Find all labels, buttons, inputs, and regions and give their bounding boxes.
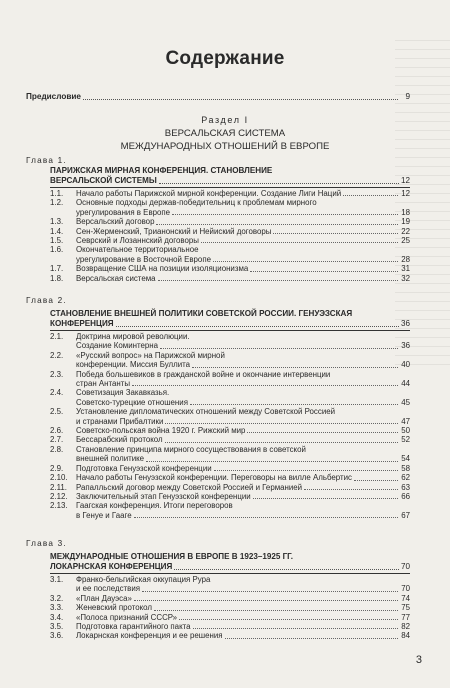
entry-line	[76, 631, 410, 640]
entry-text: Подготовка Генуэзской конференции	[76, 463, 212, 473]
dot-leader	[201, 242, 398, 243]
dot-leader	[214, 470, 398, 471]
dot-leader	[343, 195, 398, 196]
entry-line	[76, 398, 410, 407]
entry-line	[76, 417, 410, 426]
entry-line	[76, 492, 410, 501]
entry-text: Окончательное территориальное	[76, 245, 199, 255]
entry-number: 3.6.	[50, 631, 64, 641]
entry-text: Установление дипломатических отношений между Советской Россией	[76, 407, 336, 417]
entry-body	[76, 622, 410, 631]
entry-line	[76, 351, 410, 360]
entry-text: Гаагская конференция. Итоги переговоров	[76, 501, 233, 511]
chapter-2-entries	[50, 332, 410, 520]
entry-line	[76, 622, 410, 631]
entry-page: 40	[401, 360, 410, 370]
toc-entry[interactable]	[50, 189, 410, 198]
entry-text: Советско-польская война 1920 г. Рижский мир	[76, 426, 246, 436]
toc-entry[interactable]	[50, 407, 410, 426]
entry-text: стран Антанты	[76, 379, 131, 389]
entry-text: Бессарабский протокол	[76, 435, 163, 445]
entry-text: Основные подходы держав-победительниц к проблемам мирного	[76, 198, 317, 208]
chapter-page: 12	[400, 176, 410, 185]
toc-entry[interactable]	[50, 613, 410, 622]
entry-line	[76, 370, 410, 379]
entry-line	[76, 584, 410, 593]
chapter-rule	[50, 330, 410, 331]
dot-leader	[134, 517, 398, 518]
entry-text: Советско-турецкие отношения	[76, 397, 188, 407]
entry-text: урегулирования в Европе	[76, 207, 171, 217]
toc-entry[interactable]	[50, 483, 410, 492]
entry-number: 2.10.	[50, 473, 68, 483]
toc-entry[interactable]	[50, 622, 410, 631]
entry-text: Создание Коминтерна	[76, 341, 159, 351]
entry-text: Советизация Закавказья.	[76, 388, 170, 398]
toc-entry[interactable]	[50, 388, 410, 407]
toc-entry[interactable]	[50, 473, 410, 482]
dot-leader	[165, 423, 398, 424]
entry-line	[76, 236, 410, 245]
entry-page: 47	[401, 416, 410, 426]
entry-line	[76, 445, 410, 454]
entry-line	[76, 189, 410, 198]
chapter-page: 70	[400, 562, 410, 571]
toc-entry[interactable]	[50, 575, 410, 594]
entry-text: Заключительный этап Генуэзской конференции	[76, 491, 251, 501]
entry-body	[76, 435, 410, 444]
entry-number: 2.4.	[50, 388, 64, 398]
dot-leader	[250, 271, 398, 272]
entry-body	[76, 370, 410, 389]
dot-leader	[190, 404, 398, 405]
preface-label: Предисловие	[26, 92, 81, 101]
entry-page: 74	[401, 593, 410, 603]
entry-line	[76, 217, 410, 226]
entry-page: 70	[401, 584, 410, 594]
toc-entry[interactable]	[50, 501, 410, 520]
dot-leader	[160, 348, 398, 349]
entry-text: и странами Прибалтики	[76, 416, 164, 426]
entry-body	[76, 388, 410, 407]
entry-line	[76, 454, 410, 463]
entry-text: внешней политике	[76, 454, 145, 464]
dot-leader	[213, 261, 398, 262]
entry-page: 28	[401, 254, 410, 264]
page-number: 3	[415, 654, 422, 666]
page-title: Содержание	[165, 48, 285, 69]
chapter-title-line: СТАНОВЛЕНИЕ ВНЕШНЕЙ ПОЛИТИКИ СОВЕТСКОЙ РОССИИ. ГЕНУЭЗСКАЯ	[50, 309, 353, 318]
dot-leader	[158, 280, 398, 281]
toc-entry[interactable]	[50, 274, 410, 283]
toc-entry[interactable]	[50, 603, 410, 612]
entry-line	[76, 227, 410, 236]
entry-number: 2.3.	[50, 369, 64, 379]
dot-leader	[304, 489, 398, 490]
dot-leader	[179, 619, 398, 620]
entry-text: Начало работы Парижской мирной конференции. Создание Лиги Наций	[76, 189, 342, 198]
entry-body	[76, 483, 410, 492]
entry-text: Доктрина мировой революции.	[76, 332, 190, 341]
entry-text: Франко-бельгийская оккупация Рура	[76, 575, 211, 584]
entry-line	[76, 603, 410, 612]
entry-line	[76, 360, 410, 369]
entry-text: урегулирование в Восточной Европе	[76, 254, 211, 264]
dot-leader	[165, 442, 398, 443]
toc-entry[interactable]	[50, 492, 410, 501]
entry-number: 1.6.	[50, 245, 64, 255]
entry-line	[76, 208, 410, 217]
entry-page: 50	[401, 426, 410, 436]
entry-number: 1.5.	[50, 236, 64, 246]
dot-leader	[83, 99, 398, 100]
entry-text: Победа большевиков в гражданской войне и окончание интервенции	[76, 369, 331, 379]
entry-line	[76, 483, 410, 492]
section-heading	[0, 114, 450, 153]
entry-body	[76, 575, 410, 594]
entry-line	[76, 379, 410, 388]
entry-body	[76, 613, 410, 622]
entry-page: 66	[401, 491, 410, 501]
toc-entry[interactable]	[50, 351, 410, 370]
chapter-1-title[interactable]	[50, 166, 410, 186]
toc-entry[interactable]	[50, 426, 410, 435]
entry-text: Севрский и Лозаннский договоры	[76, 236, 199, 246]
entry-text: Сен-Жерменский, Трианонский и Нейиский договоры	[76, 226, 272, 236]
entry-page: 18	[401, 207, 410, 217]
dot-leader	[247, 432, 398, 433]
entry-text: «План Дауэса»	[76, 593, 132, 603]
entry-body	[76, 603, 410, 612]
entry-line	[76, 594, 410, 603]
entry-number: 1.3.	[50, 217, 64, 227]
entry-number: 2.9.	[50, 463, 64, 473]
entry-page: 77	[401, 612, 410, 622]
entry-number: 2.1.	[50, 332, 64, 341]
entry-line	[76, 464, 410, 473]
chapter-1-label: Глава 1.	[26, 156, 67, 165]
entry-body	[76, 464, 410, 473]
entry-page: 84	[401, 631, 410, 641]
entry-text: в Генуе и Гааге	[76, 510, 132, 520]
toc-entry[interactable]	[50, 245, 410, 264]
entry-line	[76, 501, 410, 510]
dot-leader	[172, 214, 398, 215]
entry-body	[76, 189, 410, 198]
entry-line	[76, 341, 410, 350]
entry-text: конференции. Миссия Буллита	[76, 360, 191, 370]
entry-body	[76, 332, 410, 351]
entry-number: 3.2.	[50, 593, 64, 603]
section-title-line2: МЕЖДУНАРОДНЫХ ОТНОШЕНИЙ В ЕВРОПЕ	[120, 141, 330, 152]
toc-entry[interactable]	[50, 435, 410, 444]
entry-text: Становление принципа мирного сосуществования в советской	[76, 444, 306, 454]
entry-number: 2.6.	[50, 426, 64, 436]
entry-line	[76, 245, 410, 254]
chapter-3-title[interactable]	[50, 552, 410, 572]
dot-leader	[134, 600, 398, 601]
entry-page: 25	[401, 236, 410, 246]
chapter-rule	[50, 573, 410, 574]
entry-line	[76, 274, 410, 283]
entry-line	[76, 613, 410, 622]
entry-line	[76, 388, 410, 397]
entry-line	[76, 407, 410, 416]
dot-leader	[146, 461, 398, 462]
entry-number: 2.8.	[50, 444, 64, 454]
dot-leader	[154, 610, 398, 611]
entry-number: 1.4.	[50, 226, 64, 236]
entry-text: Подготовка гарантийного пакта	[76, 622, 191, 632]
dot-leader	[156, 224, 398, 225]
toc-entry[interactable]	[50, 227, 410, 236]
entry-page: 52	[401, 435, 410, 445]
entry-line	[76, 198, 410, 207]
entry-number: 2.7.	[50, 435, 64, 445]
entry-text: «Полоса признаний СССР»	[76, 612, 177, 622]
entry-line	[76, 575, 410, 584]
entry-line	[76, 332, 410, 341]
entry-text: Версальская система	[76, 273, 156, 283]
toc-entry[interactable]	[50, 217, 410, 226]
chapter-rule	[50, 187, 410, 188]
entry-body	[76, 227, 410, 236]
entry-page: 31	[401, 264, 410, 274]
entry-page: 32	[401, 273, 410, 283]
entry-body	[76, 594, 410, 603]
entry-text: Женевский протокол	[76, 603, 152, 613]
chapter-3-entries	[50, 575, 410, 641]
entry-body	[76, 264, 410, 273]
entry-number: 3.1.	[50, 575, 64, 584]
entry-body	[76, 351, 410, 370]
toc-entry[interactable]	[50, 236, 410, 245]
entry-number: 2.2.	[50, 350, 64, 360]
entry-text: Рапалльский договор между Советской Россией и Германией	[76, 482, 303, 492]
entry-number: 2.11.	[50, 482, 67, 492]
dot-leader	[253, 498, 398, 499]
dot-leader	[273, 233, 398, 234]
entry-page: 82	[401, 622, 410, 632]
toc-entry[interactable]	[50, 445, 410, 464]
entry-text: Версальский договор	[76, 217, 155, 227]
entry-text: и ее последствия	[76, 584, 141, 594]
entry-number: 1.2.	[50, 198, 64, 208]
entry-number: 1.7.	[50, 264, 64, 274]
entry-body	[76, 217, 410, 226]
dot-leader	[132, 385, 398, 386]
entry-line	[76, 255, 410, 264]
entry-text: Возвращение США на позиции изоляционизма	[76, 264, 249, 274]
entry-page: 12	[401, 189, 410, 198]
entry-number: 1.8.	[50, 273, 64, 283]
entry-page: 36	[401, 341, 410, 351]
entry-number: 3.3.	[50, 603, 64, 613]
entry-body	[76, 631, 410, 640]
entry-body	[76, 426, 410, 435]
entry-line	[76, 435, 410, 444]
entry-page: 44	[401, 379, 410, 389]
chapter-title-line: ПАРИЖСКАЯ МИРНАЯ КОНФЕРЕНЦИЯ. СТАНОВЛЕНИЕ	[50, 166, 273, 175]
dot-leader	[174, 569, 399, 570]
entry-text: «Русский вопрос» на Парижской мирной	[76, 350, 225, 360]
entry-page: 75	[401, 603, 410, 613]
dot-leader	[354, 480, 398, 481]
entry-page: 58	[401, 463, 410, 473]
entry-page: 45	[401, 397, 410, 407]
dot-leader	[225, 638, 398, 639]
entry-text: Локарнская конференция и ее решения	[76, 631, 223, 641]
chapter-title-line: ВЕРСАЛЬСКОЙ СИСТЕМЫ	[50, 176, 157, 185]
entry-body	[76, 492, 410, 501]
entry-body	[76, 274, 410, 283]
entry-line	[76, 511, 410, 520]
chapter-title-line: КОНФЕРЕНЦИЯ	[50, 319, 114, 328]
entry-body	[76, 501, 410, 520]
toc-entry[interactable]	[50, 464, 410, 473]
entry-body	[76, 245, 410, 264]
entry-page: 62	[401, 473, 410, 483]
chapter-title-line: ЛОКАРНСКАЯ КОНФЕРЕНЦИЯ	[50, 562, 173, 571]
entry-body	[76, 473, 410, 482]
entry-body	[76, 407, 410, 426]
entry-number: 2.5.	[50, 407, 64, 417]
entry-number: 3.4.	[50, 612, 64, 622]
entry-number: 2.13.	[50, 501, 68, 511]
toc-entry[interactable]	[50, 631, 410, 640]
entry-line	[76, 264, 410, 273]
entry-number: 3.5.	[50, 622, 64, 632]
dot-leader	[193, 628, 398, 629]
dot-leader	[116, 326, 399, 327]
chapter-2-label: Глава 2.	[26, 296, 67, 305]
dot-leader	[142, 591, 398, 592]
entry-body	[76, 445, 410, 464]
entry-text: Начало работы Генуэзской конференции. Переговоры на вилле Альбертис	[76, 473, 352, 483]
chapter-1-entries	[50, 189, 410, 283]
entry-page: 19	[401, 217, 410, 227]
entry-body	[76, 236, 410, 245]
section-title-line1: ВЕРСАЛЬСКАЯ СИСТЕМА	[164, 128, 286, 139]
toc-entry[interactable]	[50, 594, 410, 603]
toc-entry[interactable]	[50, 198, 410, 217]
entry-line	[76, 473, 410, 482]
section-label: Раздел I	[201, 115, 249, 125]
dot-leader	[159, 183, 399, 184]
entry-page: 22	[401, 226, 410, 236]
entry-body	[76, 198, 410, 217]
entry-line	[76, 426, 410, 435]
entry-page: 63	[401, 482, 410, 492]
preface-page: 9	[405, 92, 410, 101]
entry-number: 2.12.	[50, 491, 68, 501]
dot-leader	[192, 367, 398, 368]
toc-preface[interactable]	[26, 92, 410, 102]
chapter-page: 36	[400, 319, 410, 328]
toc-entry[interactable]	[50, 332, 410, 351]
toc-entry[interactable]	[50, 264, 410, 273]
chapter-3-label: Глава 3.	[26, 539, 67, 548]
chapter-title-line: МЕЖДУНАРОДНЫЕ ОТНОШЕНИЯ В ЕВРОПЕ В 1923–1925 ГГ.	[50, 552, 294, 561]
entry-page: 54	[401, 454, 410, 464]
chapter-2-title[interactable]	[50, 309, 410, 329]
entry-number: 1.1.	[50, 189, 64, 198]
entry-page: 67	[401, 510, 410, 520]
toc-entry[interactable]	[50, 370, 410, 389]
